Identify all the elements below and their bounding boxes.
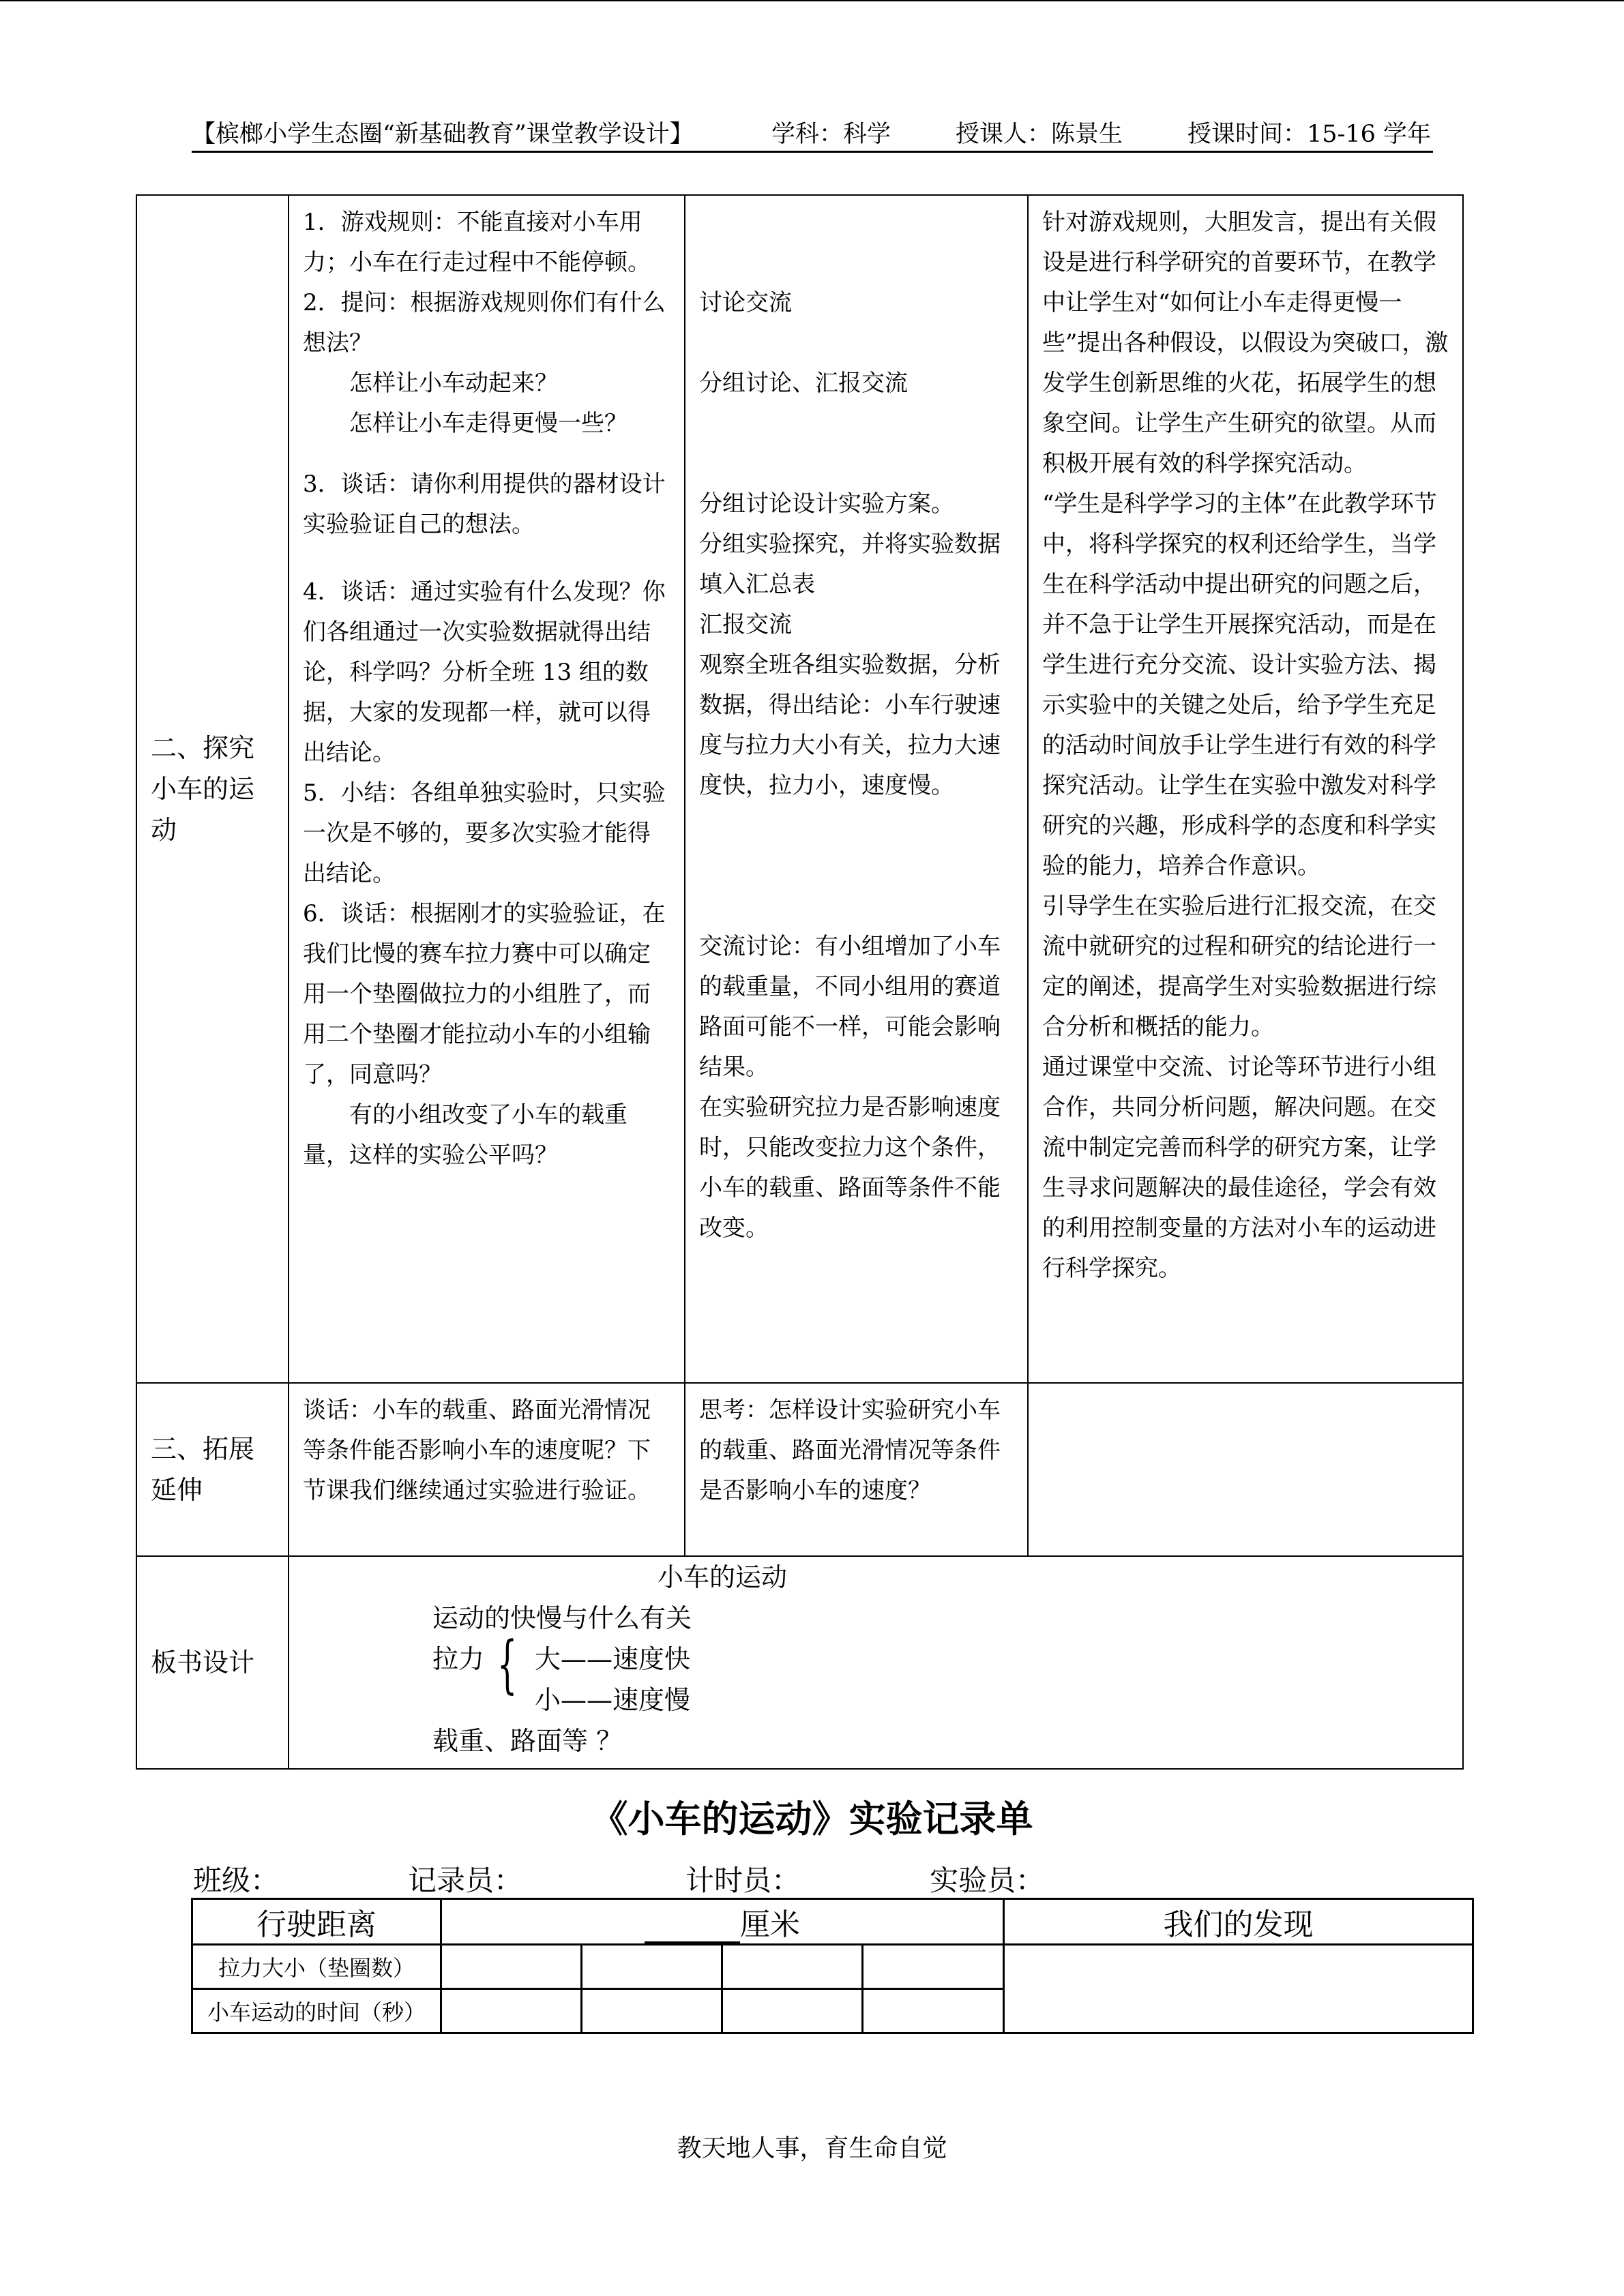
board-small: 小——速度慢	[535, 1685, 691, 1715]
teacher-para: 怎样让小车动起来？	[349, 370, 558, 397]
stage2-row	[136, 195, 1463, 1383]
board-last: 载重、路面等 ？	[432, 1726, 623, 1756]
board-big: 大——速度快	[535, 1644, 691, 1674]
board-pull: 拉力	[432, 1644, 485, 1674]
class-label: 班级：	[193, 1864, 280, 1897]
data-cell[interactable]	[582, 1945, 722, 1989]
student-para: 交流讨论：有小组增加了小车的载重量，不同小组用的赛道路面可能不一样，可能会影响结果。	[699, 933, 1001, 1081]
page-header	[192, 113, 1433, 153]
intent-para: 引导学生在实验后进行汇报交流，在交流中就研究的过程和研究的结论进行一定的阐述，提高学生对实验数据进行综合分析和概括的能力。	[1042, 893, 1436, 1041]
record-table	[191, 1898, 1474, 2034]
intent-para: 针对游戏规则，大胆发言，提出有关假设是进行科学研究的首要环节，在教学中让学生对“如何让小车走得更慢一些”提出各种假设，以假设为突破口，激发学生创新思维的火花，拓展学生的想象空间。让学生产生研究的欲望。从而积极开展有效的科学探究活动。	[1042, 209, 1449, 477]
tester-label: 实验员：	[930, 1864, 1045, 1897]
stage3-label-text: 三、拓展延伸	[151, 1434, 255, 1505]
teacher-para: 4．谈话：通过实验有什么发现？你们各组通过一次实验数据就得出结论，科学吗？分析全班 13 组的数据，大家的发现都一样，就可以得出结论。	[303, 578, 666, 766]
board-label	[136, 1556, 289, 1769]
brace-icon: {	[497, 1628, 518, 1701]
stage3-student-cell	[685, 1383, 1028, 1556]
board-design	[289, 1557, 1462, 1761]
board-label-text: 板书设计	[151, 1648, 255, 1678]
pull-row-label: 拉力大小（垫圈数）	[192, 1945, 441, 1989]
header-subject: 学科：科学	[771, 121, 891, 148]
student-para: 在实验研究拉力是否影响速度时，只能改变拉力这个条件，小车的载重、路面等条件不能改变。	[699, 1094, 1001, 1242]
teacher-para: 有的小组改变了小车的载重量，这样的实验公平吗？	[303, 1101, 628, 1169]
header-title: 【槟榔小学生态圈“新基础教育”课堂教学设计】	[192, 121, 694, 148]
page-footer: 教天地人事，育生命自觉	[677, 2134, 947, 2162]
timer-label: 计时员：	[685, 1864, 801, 1897]
board-design-cell	[289, 1556, 1463, 1769]
teacher-para: 5．小结：各组单独实验时，只实验一次是不够的，要多次实验才能得出结论。	[303, 779, 666, 887]
student-para: 分组讨论、汇报交流	[699, 370, 908, 397]
data-cell[interactable]	[582, 1989, 722, 2033]
stage3-teacher-text: 谈话：小车的载重、路面光滑情况等条件能否影响小车的速度呢？下节课我们继续通过实验进行验证。	[303, 1397, 651, 1504]
student-para: 汇报交流	[699, 611, 792, 638]
intent-para: “学生是科学学习的主体”在此教学环节中，将科学探究的权利还给学生，当学生在科学活动中提出研究的问题之后，并不急于让学生开展探究活动，而是在学生进行充分交流、设计实验方法、揭示实验中的关键之处后，给予学生充足的活动时间放手让学生进行有效的科学探究活动。让学生在实验中激发对科学研究的兴趣，形成科学的态度和科学实验的能力，培养合作意识。	[1042, 490, 1437, 880]
student-para: 观察全班各组实验数据，分析数据，得出结论：小车行驶速度与拉力大小有关，拉力大速度快，拉力小，速度慢。	[699, 651, 1001, 799]
board-title: 小车的运动	[658, 1562, 788, 1592]
record-sheet-title: 《小车的运动》实验记录单	[591, 1798, 1033, 1840]
board-row	[136, 1556, 1463, 1769]
student-para: 分组讨论设计实验方案。	[699, 490, 954, 518]
findings-cell[interactable]	[1004, 1945, 1473, 2033]
teacher-para: 2．提问：根据游戏规则你们有什么想法？	[303, 289, 666, 357]
teacher-para: 1．游戏规则：不能直接对小车用力；小车在行走过程中不能停顿。	[303, 209, 651, 276]
data-cell[interactable]	[722, 1989, 863, 2033]
stage3-intent-cell	[1028, 1383, 1463, 1556]
header-teacher: 授课人：陈景生	[956, 121, 1123, 148]
unit-label: 厘米	[740, 1907, 800, 1942]
lesson-plan-table	[136, 194, 1464, 1770]
teacher-para: 怎样让小车走得更慢一些？	[349, 410, 628, 437]
stage2-intent-cell	[1028, 195, 1463, 1383]
distance-label: 行驶距离	[192, 1899, 441, 1945]
student-para: 分组实验探究，并将实验数据填入汇总表	[699, 531, 1001, 598]
teacher-para: 6．谈话：根据刚才的实验验证，在我们比慢的赛车拉力赛中可以确定用一个垫圈做拉力的小组胜了，而用二个垫圈才能拉动小车的小组输了，同意吗？	[303, 900, 666, 1088]
distance-value-cell[interactable]	[441, 1899, 1004, 1945]
data-cell[interactable]	[863, 1945, 1004, 1989]
stage3-label	[136, 1383, 289, 1556]
distance-blank[interactable]	[645, 1911, 740, 1943]
top-border-line	[0, 0, 1624, 1]
data-cell[interactable]	[722, 1945, 863, 1989]
stage3-teacher-cell	[289, 1383, 685, 1556]
header-time: 授课时间：15-16 学年	[1187, 121, 1432, 148]
intent-para: 通过课堂中交流、讨论等环节进行小组合作，共同分析问题，解决问题。在交流中制定完善而科学的研究方案，让学生寻求问题解决的最佳途径，学会有效的利用控制变量的方法对小车的运动进行科学探究。	[1042, 1054, 1436, 1282]
stage2-teacher-cell	[289, 195, 685, 1383]
teacher-para: 3．谈话：请你利用提供的器材设计实验验证自己的想法。	[303, 471, 666, 538]
time-row-label: 小车运动的时间（秒）	[192, 1989, 441, 2033]
board-line1: 运动的快慢与什么有关	[432, 1603, 692, 1633]
stage2-label	[136, 195, 289, 1383]
data-cell[interactable]	[863, 1989, 1004, 2033]
data-cell[interactable]	[441, 1945, 582, 1989]
stage2-label-text: 二、探究小车的运动	[151, 733, 255, 845]
recorder-label: 记录员：	[408, 1864, 523, 1897]
stage3-row	[136, 1383, 1463, 1556]
student-para: 讨论交流	[699, 289, 792, 316]
findings-label: 我们的发现	[1004, 1899, 1473, 1945]
stage3-student-text: 思考：怎样设计实验研究小车的载重、路面光滑情况等条件是否影响小车的速度？	[699, 1397, 1001, 1504]
data-cell[interactable]	[441, 1989, 582, 2033]
stage2-student-cell	[685, 195, 1028, 1383]
